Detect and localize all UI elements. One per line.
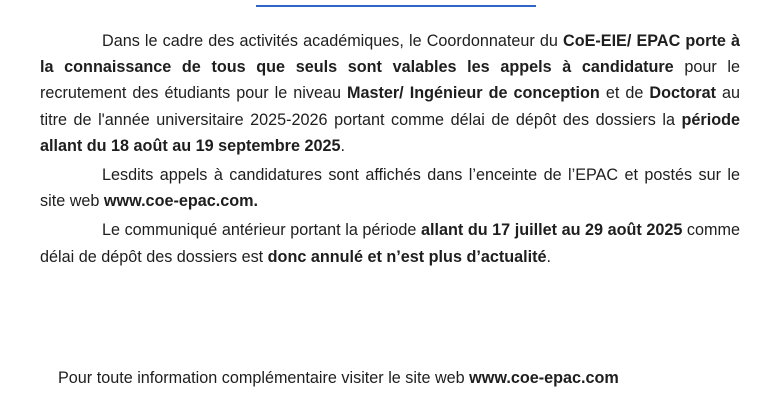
text: . bbox=[546, 247, 552, 266]
text: comme délai de dépôt des dossiers est bbox=[40, 221, 740, 266]
text: au titre de l'année universitaire 2025-2026 portant comme délai de dépôt des dossiers la bbox=[40, 84, 740, 129]
text: et de bbox=[599, 84, 650, 103]
text: Dans le cadre des activités académiques, le Coordonnateur du bbox=[102, 32, 563, 50]
level-doctorat: Doctorat bbox=[649, 84, 716, 103]
header-rule bbox=[256, 5, 536, 7]
footer-text: Pour toute information complémentaire visiter le site web bbox=[58, 369, 470, 387]
paragraph-affichage bbox=[40, 162, 740, 214]
cut-off-text-line bbox=[256, 396, 546, 402]
footer-website-link[interactable]: www.coe-epac.com bbox=[469, 369, 619, 387]
paragraph-appels bbox=[40, 28, 740, 159]
text: Le communiqué antérieur portant la période bbox=[102, 221, 421, 240]
communique-body bbox=[40, 28, 740, 273]
text: pour le recrutement des étudiants pour le niveau bbox=[40, 58, 741, 103]
level-master: Master/ Ingénieur de conception bbox=[347, 84, 600, 103]
website-link[interactable]: www.coe-epac.com. bbox=[103, 192, 259, 211]
text: . bbox=[340, 136, 345, 155]
text: Lesdits appels à candidatures sont affichés dans l’enceinte de l’EPAC et postés sur le site web bbox=[40, 166, 740, 211]
cancellation-note: donc annulé et n’est plus d’actualité bbox=[267, 247, 547, 266]
period-old: allant du 17 juillet au 29 août 2025 bbox=[420, 221, 683, 240]
period-new: période allant du 18 août au 19 septembre 2025 bbox=[40, 110, 740, 155]
organisation-name: CoE-EIE/ EPAC bbox=[563, 32, 681, 50]
footer-info bbox=[58, 365, 738, 391]
paragraph-annulation bbox=[40, 217, 740, 269]
announcement-bold: porte à la connaissance de tous que seuls sont valables les appels à candidature bbox=[40, 32, 741, 77]
